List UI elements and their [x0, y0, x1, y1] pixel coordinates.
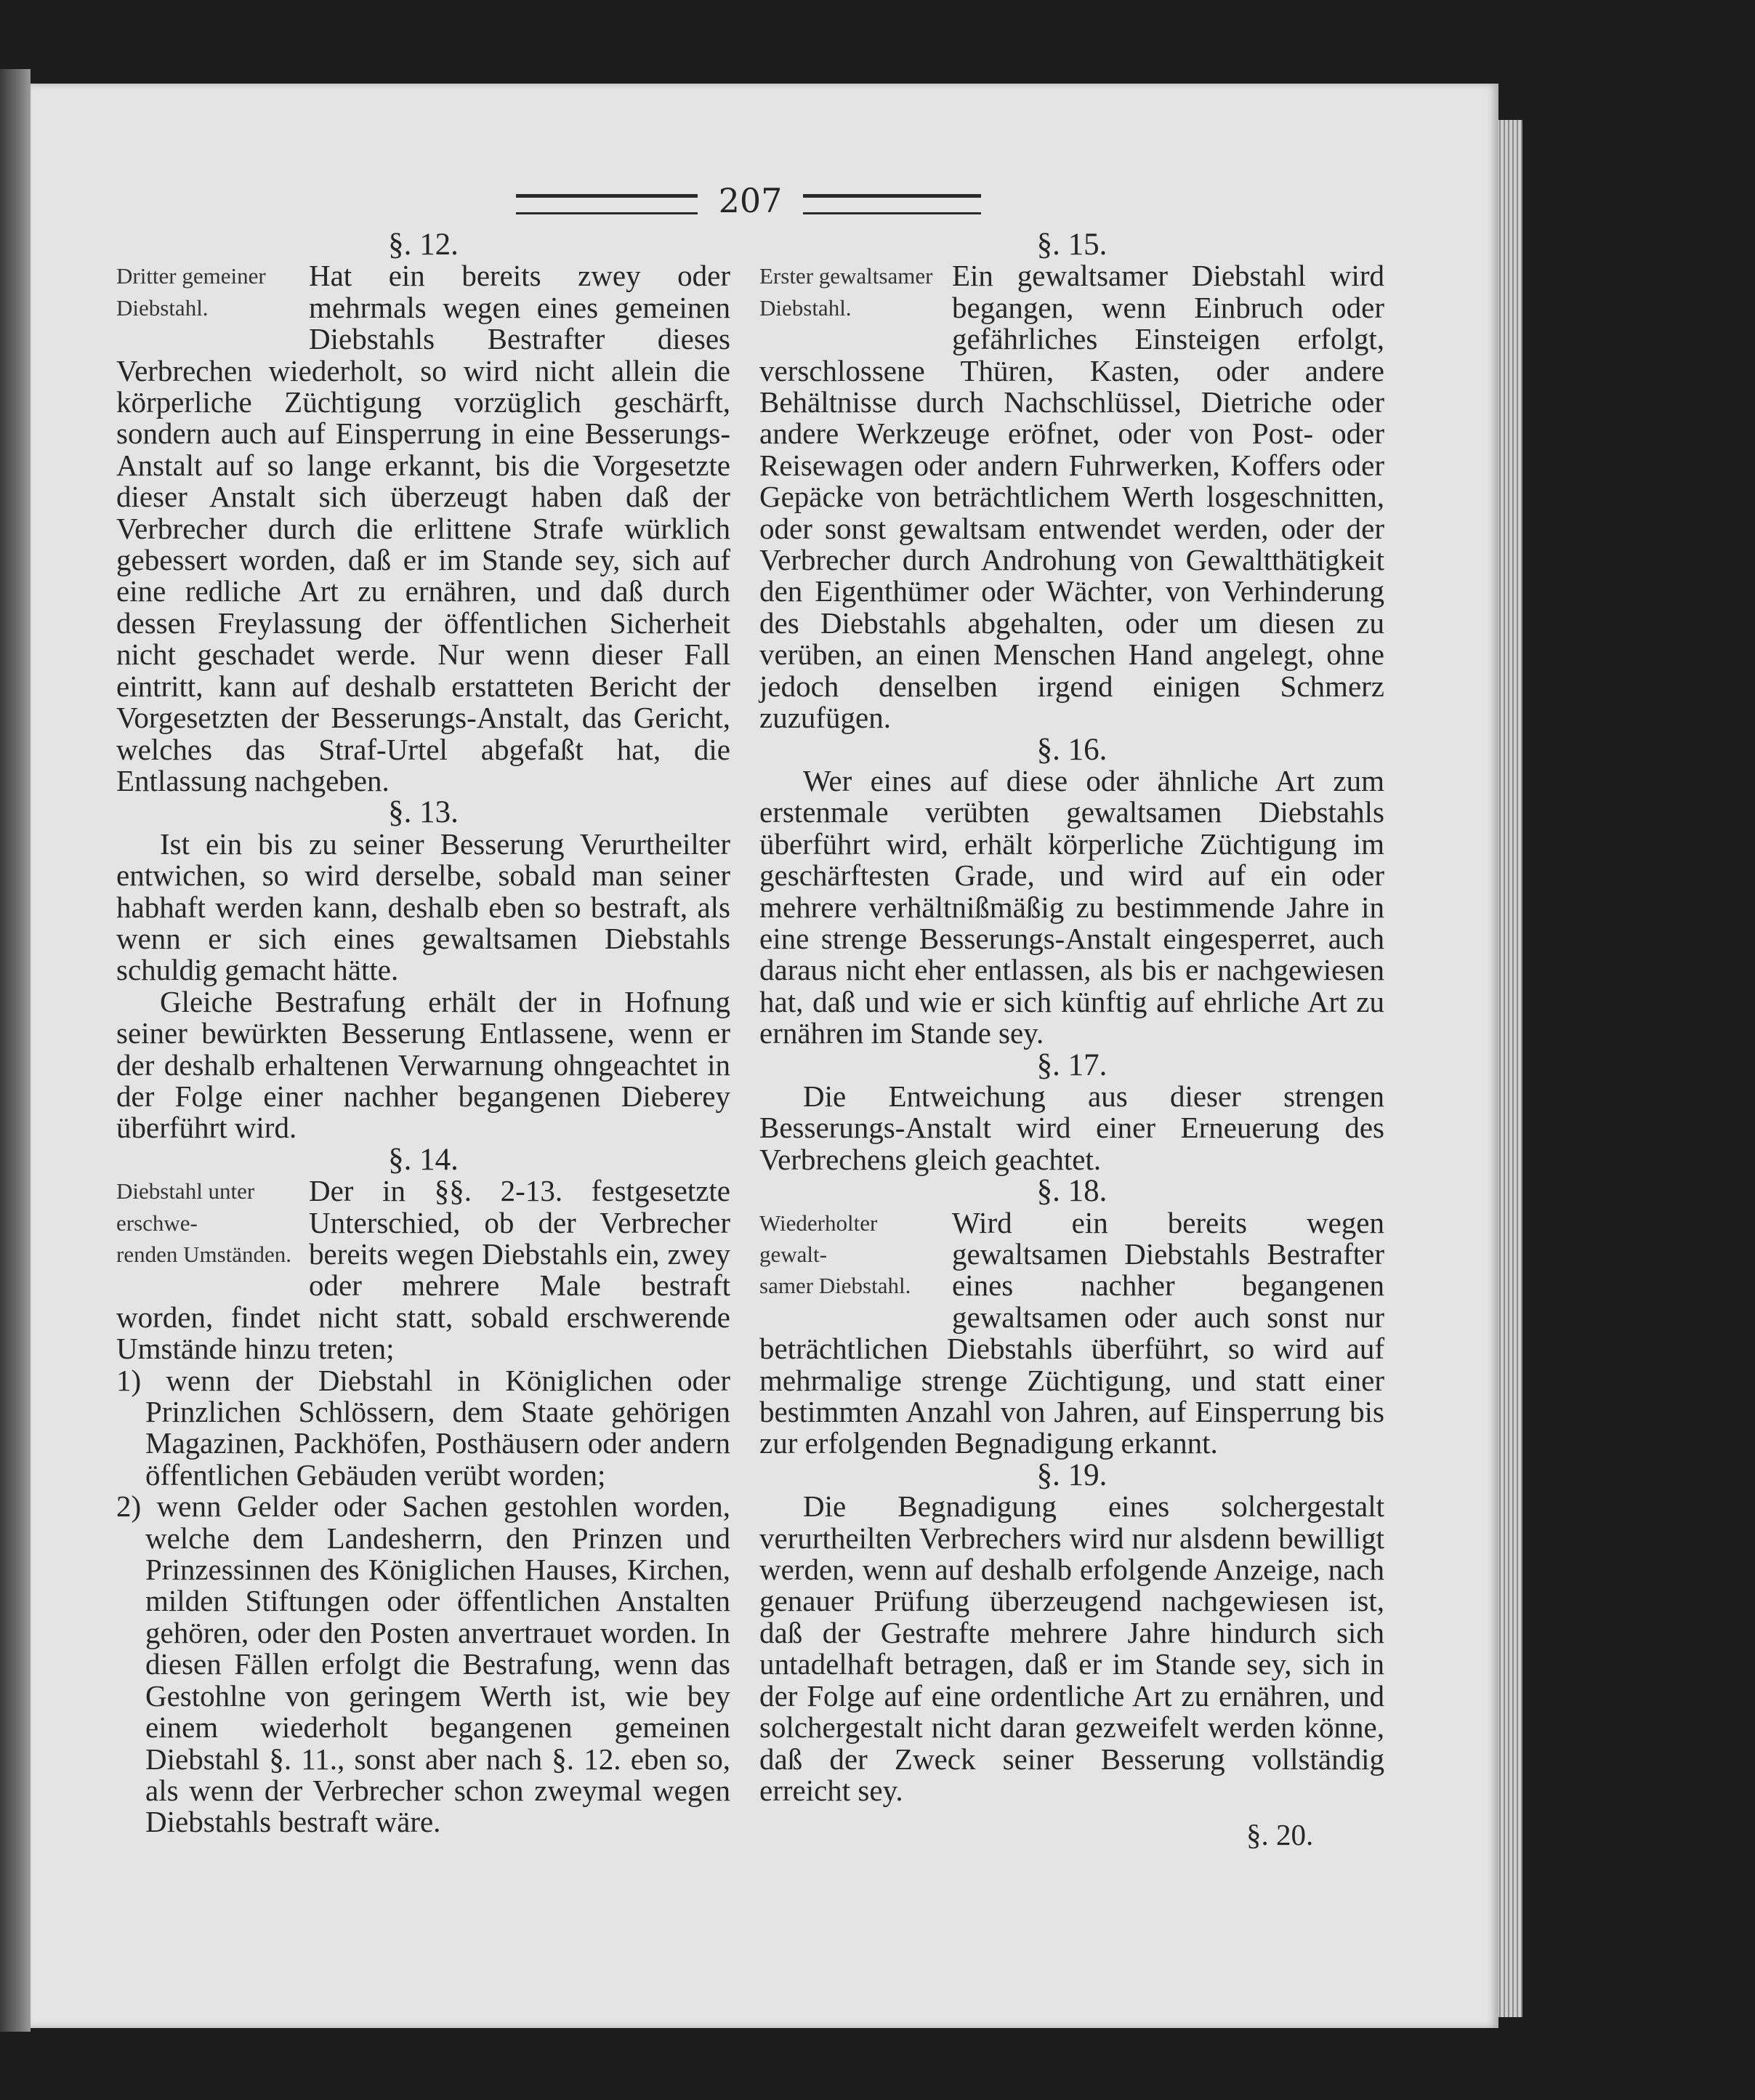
section-text-14: Der in §§. 2-13. festgesetzte Unterschied, ob der Verbrecher bereits wegen Diebstahls ein, zwey oder mehrere Male bestraft worden, findet nicht statt, sobald erschwerende Umstände hinzu treten;	[116, 1174, 730, 1366]
section-heading-12: §. 12.	[388, 228, 459, 262]
section-heading-14: §. 14.	[388, 1142, 459, 1177]
section-text-16: Wer eines auf diese oder ähnliche Art zum erstenmale verübten gewaltsamen Diebstahls überführt wird, erhält körperliche Züchtigung im geschärftesten Grade, und wird auf ein oder mehrere verhältnißmäßig zu bestimmende Jahre in eine strenge Besserungs-Anstalt eingesperret, auch daraus nicht eher entlassen, als bis er nachgewiesen hat, daß und wie er sich künftig auf ehrliche Art zu ernähren im Stande sey.	[759, 763, 1384, 1050]
section-text-19: Die Begnadigung eines solchergestalt verurtheilten Verbrechers wird nur alsdenn bewilligt werden, wenn auf deshalb erfolgende Anzeige, nach genauer Prüfung überzeugend nachgewiesen ist, daß der Gestrafte mehrere Jahre hindurch sich untadelhaft betragen, daß er im Stande sey, sich in der Folge auf eine ordentliche Art zu ernähren, und solchergestalt nicht daran gezweifelt werden könne, daß der Zweck seiner Besserung vollständig erreicht sey.	[759, 1489, 1384, 1807]
section-text-18: Wird ein bereits wegen gewaltsamen Diebstahls Bestrafter eines nachher begangenen gewaltsamen oder auch sonst nur beträchtlichen Diebstahls überführt, so wird auf mehrmalige strenge Züchtigung, und statt einer bestimmten Anzahl von Jahren, auf Einsperrung bis zur erfolgenden Begnadigung erkannt.	[759, 1205, 1384, 1460]
page-header	[516, 181, 981, 222]
right-column	[759, 229, 1384, 1806]
left-column	[116, 229, 730, 1838]
header-rule-left	[516, 194, 698, 214]
section-heading-17: §. 17.	[1036, 1047, 1108, 1082]
book-spine	[0, 69, 31, 2032]
margin-note-12	[116, 260, 302, 323]
section-heading-19: §. 19.	[1036, 1457, 1108, 1492]
section-text-17: Die Entweichung aus dieser strengen Besserungs-Anstalt wird einer Erneuerung des Verbrechens gleich geachtet.	[759, 1079, 1384, 1176]
section-heading-16: §. 16.	[1036, 732, 1108, 767]
section-heading-13: §. 13.	[388, 795, 459, 830]
margin-note-line: Diebstahl.	[116, 294, 209, 321]
margin-note-line: Diebstahl unter erschwe-	[116, 1178, 255, 1236]
section-heading-18: §. 18.	[1036, 1174, 1108, 1209]
section-text-13-p2: Gleiche Bestrafung erhält der in Hofnung seiner bewürkten Besserung Entlassene, wenn er der deshalb erhaltenen Verwarnung ohngeachtet in der Folge einer nachher begangenen Dieberey überführt wird.	[116, 984, 730, 1145]
margin-note-line: Diebstahl.	[759, 294, 852, 321]
margin-note-line: samer Diebstahl.	[759, 1273, 911, 1299]
margin-note-line: Erster gewaltsamer	[759, 263, 933, 289]
section-heading-15: §. 15.	[1036, 228, 1108, 262]
section-text-13-p1: Ist ein bis zu seiner Besserung Verurtheilter entwichen, so wird derselbe, sobald man seiner habhaft werden kann, deshalb eben so bestraft, als wenn er sich eines gewaltsamen Diebstahls schuldig gemacht hätte.	[116, 826, 730, 987]
list-item-2: 2) wenn Gelder oder Sachen gestohlen worden, welche dem Landesherrn, den Prinzen und Prinzessinnen des Königlichen Hauses, Kirchen, milden Stiftungen oder öffentlichen Anstalten gehören, oder den Posten anvertrauet worden. In diesen Fällen erfolgt die Bestrafung, wenn das Gestohlne von geringem Werth ist, wie bey einem wiederholt begangenen gemeinen Diebstahl §. 11., sonst aber nach §. 12. eben so, als wenn der Verbrecher schon zweymal wegen Diebstahls bestraft wäre.	[116, 1489, 730, 1839]
margin-note-line: Dritter gemeiner	[116, 263, 266, 289]
header-rule-right	[803, 194, 981, 214]
margin-note-15	[759, 260, 945, 323]
list-item-1: 1) wenn der Diebstahl in Königlichen oder Prinzlichen Schlössern, dem Staate gehörigen Magazinen, Packhöfen, Posthäusern oder andern öffentlichen Gebäuden verübt worden;	[116, 1363, 730, 1492]
section-text-12: Hat ein bereits zwey oder mehrmals wegen eines gemeinen Diebstahls Bestrafter dieses Verbrechen wiederholt, so wird nicht allein die körperliche Züchtigung vorzüglich geschärft, sondern auch auf Einsperrung in eine Besserungs-Anstalt auf so lange erkannt, bis die Vorgesetzte dieser Anstalt sich überzeugt haben daß der Verbrecher durch die erlittene Strafe würklich gebessert worden, daß er im Stande sey, sich auf eine redliche Art zu ernähren, und daß durch dessen Freylassung der öffentlichen Sicherheit nicht geschadet werde. Nur wenn dieser Fall eintritt, kann auf deshalb erstatteten Bericht der Vorgesetzten der Besserungs-Anstalt, das Gericht, welches das Straf-Urtel abgefaßt hat, die Entlassung nachgeben.	[116, 259, 730, 797]
catchword: §. 20.	[1246, 1818, 1314, 1851]
margin-note-14	[116, 1175, 302, 1270]
margin-note-line: Wiederholter gewalt-	[759, 1210, 878, 1267]
section-text-15: Ein gewaltsamer Diebstahl wird begangen, wenn Einbruch oder gefährliches Einsteigen erfolgt, verschlossene Thüren, Kasten, oder andere Behältnisse durch Nachschlüssel, Dietriche oder andere Werkzeuge eröfnet, oder von Post- oder Reisewagen oder andern Fuhrwerken, Koffers oder Gepäcke von beträchtlichem Werth losgeschnitten, oder sonst gewaltsam entwendet werden, oder der Verbrecher durch Androhung von Gewaltthätigkeit den Eigenthümer oder Wächter, von Verhinderung des Diebstahls abgehalten, oder um diesen zu verüben, an einen Menschen Hand angelegt, ohne jedoch denselben irgend einigen Schmerz zuzufügen.	[759, 259, 1384, 735]
margin-note-18	[759, 1207, 945, 1302]
margin-note-line: renden Umständen.	[116, 1242, 292, 1267]
page-number: 207	[718, 181, 783, 220]
